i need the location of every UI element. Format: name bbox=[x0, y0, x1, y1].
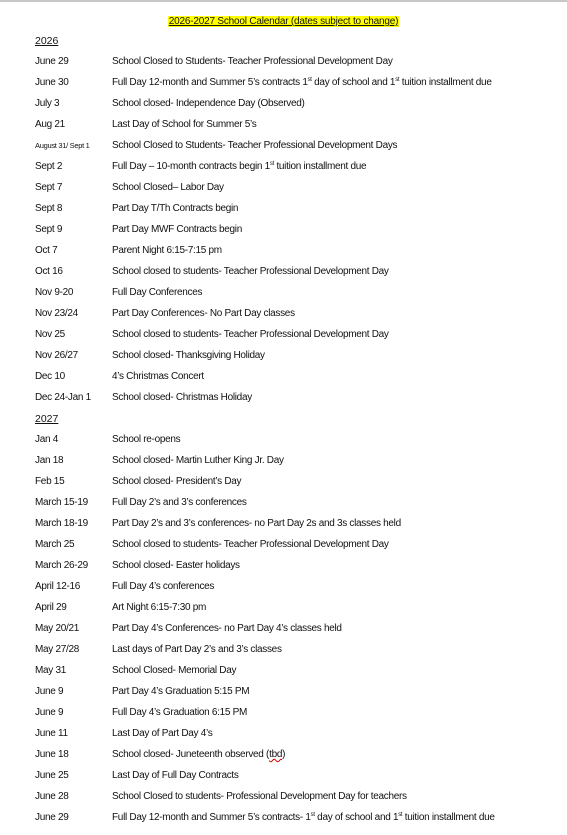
calendar-row bbox=[35, 156, 565, 177]
calendar-row bbox=[35, 366, 565, 387]
event-description: School closed- Juneteenth observed (tbd) bbox=[112, 749, 286, 760]
event-description: Last Day of School for Summer 5’s bbox=[112, 119, 257, 130]
event-description: School closed- Thanksgiving Holiday bbox=[112, 350, 265, 361]
event-description: Art Night 6:15-7:30 pm bbox=[112, 602, 207, 613]
event-date: May 20/21 bbox=[35, 623, 79, 634]
event-date: June 11 bbox=[35, 728, 68, 739]
event-description: School closed- Christmas Holiday bbox=[112, 392, 252, 403]
event-description: Full Day Conferences bbox=[112, 287, 203, 298]
event-description: Full Day 12-month and Summer 5’s contracts- 1st day of school and 1st tuition installment due bbox=[112, 812, 495, 823]
event-description: School closed- Martin Luther King Jr. Day bbox=[112, 455, 284, 466]
calendar-row bbox=[35, 597, 565, 618]
calendar-row bbox=[35, 660, 565, 681]
calendar-row bbox=[35, 702, 565, 723]
event-description: 4’s Christmas Concert bbox=[112, 371, 204, 382]
year-label: 2027 bbox=[35, 412, 59, 425]
event-date: Sept 7 bbox=[35, 182, 63, 193]
event-date: Nov 23/24 bbox=[35, 308, 78, 319]
page-top-border bbox=[0, 0, 567, 2]
calendar-row bbox=[35, 198, 565, 219]
event-date: Jan 4 bbox=[35, 434, 58, 445]
event-date: Feb 15 bbox=[35, 476, 65, 487]
event-date: March 18-19 bbox=[35, 518, 88, 529]
event-date: Oct 16 bbox=[35, 266, 63, 277]
event-date: Dec 24-Jan 1 bbox=[35, 392, 91, 403]
event-description: School closed- President’s Day bbox=[112, 476, 242, 487]
event-description: School Closed– Labor Day bbox=[112, 182, 224, 193]
calendar-row bbox=[35, 576, 565, 597]
event-date: Oct 7 bbox=[35, 245, 58, 256]
event-description: School closed- Easter holidays bbox=[112, 560, 240, 571]
event-description: School Closed to students- Professional Development Day for teachers bbox=[112, 791, 407, 802]
event-description: Part Day MWF Contracts begin bbox=[112, 224, 242, 235]
event-date: Nov 26/27 bbox=[35, 350, 78, 361]
event-date: Nov 9-20 bbox=[35, 287, 74, 298]
calendar-row bbox=[35, 492, 565, 513]
event-description: Parent Night 6:15-7:15 pm bbox=[112, 245, 222, 256]
calendar-row bbox=[35, 450, 565, 471]
event-description: Last Day of Part Day 4’s bbox=[112, 728, 213, 739]
event-date: August 31/ Sept 1 bbox=[35, 141, 90, 150]
calendar-row bbox=[35, 387, 565, 408]
event-date: Jan 18 bbox=[35, 455, 64, 466]
event-description: Last days of Part Day 2’s and 3’s classes bbox=[112, 644, 282, 655]
year-label: 2026 bbox=[35, 34, 59, 47]
calendar-row bbox=[35, 261, 565, 282]
event-description: Part Day T/Th Contracts begin bbox=[112, 203, 239, 214]
event-description: School re-opens bbox=[112, 434, 181, 445]
event-description: School Closed to Students- Teacher Professional Development Days bbox=[112, 140, 398, 151]
event-description: Full Day 4’s Graduation 6:15 PM bbox=[112, 707, 248, 718]
calendar-row bbox=[35, 807, 565, 828]
calendar-row bbox=[35, 93, 565, 114]
calendar-row bbox=[35, 282, 565, 303]
event-date: May 27/28 bbox=[35, 644, 79, 655]
event-date: June 18 bbox=[35, 749, 69, 760]
event-description: School closed to students- Teacher Professional Development Day bbox=[112, 266, 389, 277]
event-description: Part Day 2’s and 3’s conferences- no Part Day 2s and 3s classes held bbox=[112, 518, 401, 529]
event-date: April 29 bbox=[35, 602, 67, 613]
calendar-row bbox=[35, 429, 565, 450]
event-date: June 9 bbox=[35, 707, 64, 718]
calendar-row bbox=[35, 618, 565, 639]
event-description: Part Day 4’s Conferences- no Part Day 4’s classes held bbox=[112, 623, 342, 634]
event-description: Full Day 2’s and 3’s conferences bbox=[112, 497, 247, 508]
calendar-row bbox=[35, 303, 565, 324]
calendar-row bbox=[35, 219, 565, 240]
event-date: March 15-19 bbox=[35, 497, 88, 508]
event-description: School Closed to Students- Teacher Professional Development Day bbox=[112, 56, 393, 67]
year-heading bbox=[35, 30, 565, 51]
event-date: June 25 bbox=[35, 770, 69, 781]
event-date: May 31 bbox=[35, 665, 66, 676]
calendar-row bbox=[35, 681, 565, 702]
event-date: July 3 bbox=[35, 98, 60, 109]
calendar-row bbox=[35, 324, 565, 345]
event-date: March 26-29 bbox=[35, 560, 88, 571]
event-description: Last Day of Full Day Contracts bbox=[112, 770, 239, 781]
event-description: Full Day 12-month and Summer 5’s contracts 1st day of school and 1st tuition installment due bbox=[112, 77, 492, 88]
calendar-title: 2026-2027 School Calendar (dates subject to change) bbox=[168, 16, 399, 27]
calendar-row bbox=[35, 345, 565, 366]
calendar-list bbox=[35, 30, 565, 828]
calendar-row bbox=[35, 240, 565, 261]
event-date: Nov 25 bbox=[35, 329, 65, 340]
calendar-row bbox=[35, 639, 565, 660]
event-description: Full Day 4’s conferences bbox=[112, 581, 215, 592]
event-date: June 29 bbox=[35, 56, 69, 67]
event-date: June 30 bbox=[35, 77, 69, 88]
calendar-row bbox=[35, 513, 565, 534]
calendar-row bbox=[35, 72, 565, 93]
calendar-row bbox=[35, 786, 565, 807]
event-date: June 28 bbox=[35, 791, 69, 802]
event-date: Aug 21 bbox=[35, 119, 65, 130]
event-date: March 25 bbox=[35, 539, 75, 550]
calendar-row bbox=[35, 114, 565, 135]
calendar-row bbox=[35, 177, 565, 198]
event-date: April 12-16 bbox=[35, 581, 81, 592]
event-date: Dec 10 bbox=[35, 371, 65, 382]
calendar-row bbox=[35, 744, 565, 765]
event-description: School closed to students- Teacher Professional Development Day bbox=[112, 539, 389, 550]
event-date: Sept 2 bbox=[35, 161, 63, 172]
event-description: School Closed- Memorial Day bbox=[112, 665, 237, 676]
event-description: School closed to students- Teacher Professional Development Day bbox=[112, 329, 389, 340]
calendar-row bbox=[35, 135, 565, 156]
calendar-row bbox=[35, 765, 565, 786]
calendar-row bbox=[35, 51, 565, 72]
calendar-row bbox=[35, 471, 565, 492]
event-description: Part Day 4’s Graduation 5:15 PM bbox=[112, 686, 250, 697]
year-heading bbox=[35, 408, 565, 429]
event-description: Full Day – 10-month contracts begin 1st tuition installment due bbox=[112, 161, 367, 172]
event-description: School closed- Independence Day (Observed) bbox=[112, 98, 305, 109]
event-date: June 29 bbox=[35, 812, 69, 823]
event-date: June 9 bbox=[35, 686, 64, 697]
calendar-row bbox=[35, 723, 565, 744]
event-date: Sept 9 bbox=[35, 224, 63, 235]
title-container bbox=[0, 11, 567, 29]
event-date: Sept 8 bbox=[35, 203, 63, 214]
event-description: Part Day Conferences- No Part Day classes bbox=[112, 308, 295, 319]
calendar-row bbox=[35, 555, 565, 576]
calendar-row bbox=[35, 534, 565, 555]
